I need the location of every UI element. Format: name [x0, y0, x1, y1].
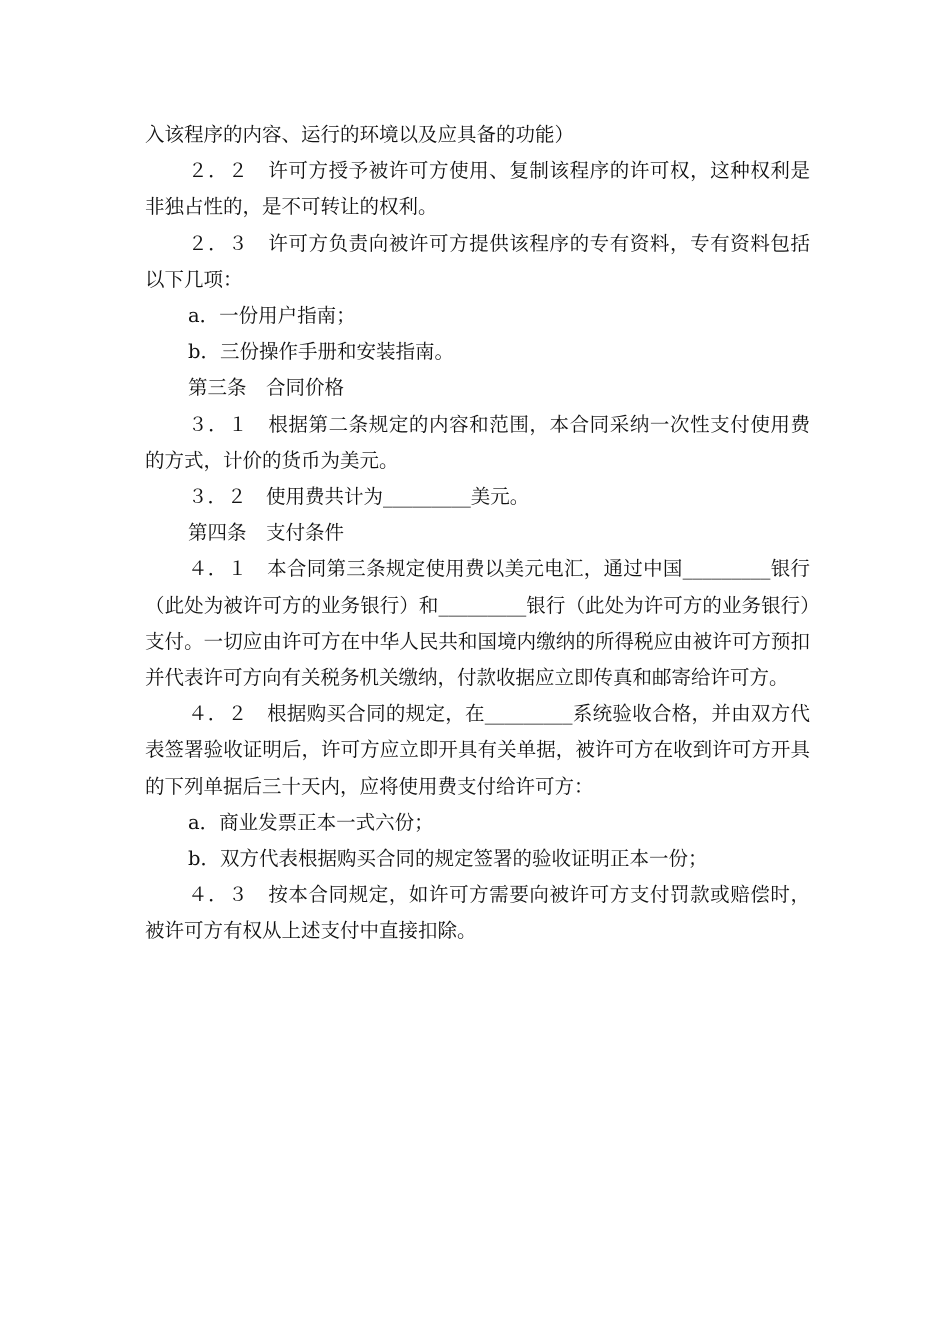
paragraph-4-1: ４．１ 本合同第三条规定使用费以美元电汇，通过中国_________银行（此处为被许可方的业务银行）和_________银行（此处为许可方的业务银行）支付。一切应由许可方在中华人民共和国境内缴纳的所得税应由被许可方预扣并代表许可方向有关税务机关缴纳，付款收据应立即传真和邮寄给许可方。 — [145, 557, 810, 690]
list-item-2-3-b: b．三份操作手册和安装指南。 — [188, 340, 454, 364]
list-item-2-3-a: a．一份用户指南； — [188, 304, 356, 328]
paragraph-2-2: ２．２ 许可方授予被许可方使用、复制该程序的许可权，这种权利是非独占性的，是不可转让的权利。 — [145, 159, 810, 219]
paragraph-2-3: ２．３ 许可方负责向被许可方提供该程序的专有资料，专有资料包括以下几项： — [145, 231, 810, 291]
paragraph-3-1: ３．１ 根据第二条规定的内容和范围，本合同采纳一次性支付使用费的方式，计价的货币为美元。 — [145, 412, 810, 472]
paragraph-intro-continued: 入该程序的内容、运行的环境以及应具备的功能） — [145, 123, 575, 146]
article-4-heading: 第四条 支付条件 — [188, 521, 345, 545]
list-item-4-2-a: a．商业发票正本一式六份； — [188, 810, 434, 834]
article-3-heading: 第三条 合同价格 — [188, 376, 345, 400]
list-item-4-2-b: b．双方代表根据购买合同的规定签署的验收证明正本一份； — [188, 847, 708, 871]
contract-body — [145, 117, 810, 950]
paragraph-3-2: ３．２ 使用费共计为_________美元。 — [188, 485, 530, 509]
paragraph-4-2: ４．２ 根据购买合同的规定，在_________系统验收合格，并由双方代表签署验收证明后，许可方应立即开具有关单据，被许可方在收到许可方开具的下列单据后三十天内，应将使用费支付给许可方： — [145, 702, 810, 798]
paragraph-4-3: ４．３ 按本合同规定，如许可方需要向被许可方支付罚款或赔偿时，被许可方有权从上述支付中直接扣除。 — [145, 883, 810, 943]
